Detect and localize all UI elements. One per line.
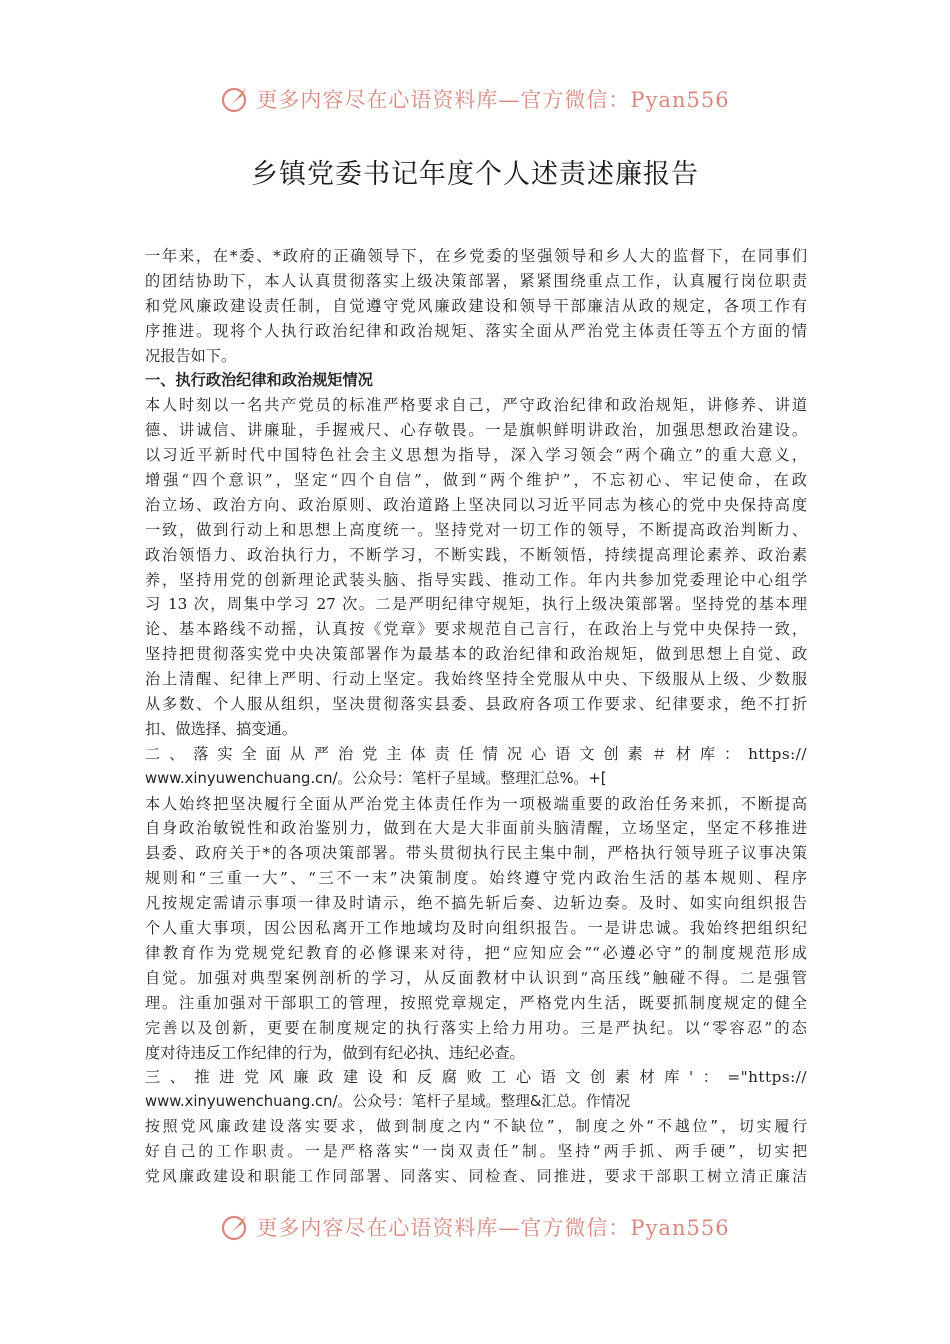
text-line: 和党风廉政建设责任制，自觉遵守党风廉政建设和领导干部廉洁从政的规定，各项工作有 <box>145 296 807 315</box>
text-line: 从多数、个人服从组织，坚决贯彻落实县委、县政府各项工作要求、纪律要求，绝不打折 <box>145 695 807 714</box>
quill-pen-logo <box>220 1212 250 1242</box>
text-line: 自身政治敏锐性和政治鉴别力，做到在大是大非面前头脑清醒，立场坚定，坚定不移推进 <box>145 819 807 838</box>
text-line: 按照党风廉政建设落实要求，做到制度之内“不缺位”，制度之外“不越位”，切实履行 <box>145 1118 807 1136</box>
text-line: 规则和“三重一大”、“三不一末”决策制度。始终遵守党内政治生活的基本规则、程序 <box>145 869 807 888</box>
text-line: 党风廉政建设和职能工作同部署、同落实、同检查、同推进，要求干部职工树立清正廉洁 <box>145 1167 807 1185</box>
text-line: 政治领悟力、政治执行力，不断学习，不断实践，不断领悟，持续提高理论素养、政治素 <box>145 545 807 564</box>
text-line: 德、讲诚信、讲廉耻，手握戒尺、心存敬畏。一是旗帜鲜明讲政治，加强思想政治建设。 <box>145 421 807 440</box>
text-line: 完善以及创新，更要在制度规定的执行落实上给力用功。三是严执纪。以“零容忍”的态 <box>145 1018 807 1037</box>
text-line: 扣、做选择、搞变通。 <box>145 719 297 738</box>
text-line: 治上清醒、纪律上严明、行动上坚定。我始终坚持全党服从中央、下级服从上级、少数服 <box>145 670 807 689</box>
text-line: 理。注重加强对干部职工的管理，按照党章规定，严格党内生活，既要抓制度规定的健全 <box>145 993 807 1012</box>
text-line: 一年来，在*委、*政府的正确领导下，在乡党委的坚强领导和乡人大的监督下，在同事们 <box>145 247 807 265</box>
text-line: 养，坚持用党的创新理论武装头脑、指导实践、推动工作。年内共参加党委理论中心组学 <box>145 570 807 589</box>
text-line: 增强“四个意识”，坚定“四个自信”，做到“两个维护”，不忘初心、牢记使命，在政 <box>145 471 807 490</box>
text-line: 本人时刻以一名共产党员的标准严格要求自己，严守政治纪律和政治规矩，讲修养、讲道 <box>145 396 807 415</box>
page-title: 乡镇党委书记年度个人述责述廉报告 <box>251 159 699 190</box>
text-line: 凡按规定需请示事项一律及时请示，绝不搞先斩后奏、边斩边奏。及时、如实向组织报告 <box>145 894 807 913</box>
text-line: 个人重大事项，因公因私离开工作地域均及时向组织报告。一是讲忠诚。我始终把组织纪 <box>145 919 807 938</box>
header-banner-text: 更多内容尽在心语资料库—官方微信：Pyan556 <box>256 88 730 112</box>
quill-pen-logo <box>220 84 250 114</box>
text-line: 度对待违反工作纪律的行为，做到有纪必执、违纪必查。 <box>145 1043 525 1062</box>
section-heading-1: 一、执行政治纪律和政治规矩情况 <box>145 371 373 390</box>
header-banner <box>0 84 950 114</box>
text-line: 律教育作为党规党纪教育的必修课来对待，把“应知应会”“必遵必守”的制度规范形成 <box>145 943 807 962</box>
text-line: 治立场、政治方向、政治原则、政治道路上坚决同以习近平同志为核心的党中央保持高度 <box>145 495 807 514</box>
text-line: 一致，做到行动上和思想上高度统一。坚持党对一切工作的领导，不断提高政治判断力、 <box>145 520 807 539</box>
text-line: 论、基本路线不动摇，认真按《党章》要求规范自己言行，在政治上与党中央保持一致， <box>145 620 807 639</box>
text-line: 县委、政府关于*的各项决策部署。带头贯彻执行民主集中制，严格执行领导班子议事决策 <box>145 844 807 863</box>
footer-banner <box>0 1212 950 1242</box>
text-line: 习 13 次，周集中学习 27 次。二是严明纪律守规矩，执行上级决策部署。坚持党的基本理 <box>145 595 807 614</box>
section-heading-3: 三、推进党风廉政建设和反腐败工心语文创素材库'：="https:// <box>145 1068 807 1087</box>
section-heading-2: 二、落实全面从严治党主体责任情况心语文创素＃材库：https:// <box>145 744 807 763</box>
text-line: 况报告如下。 <box>145 346 237 365</box>
text-line: www.xinyuwenchuang.cn/。公众号：笔杆子星域。整理&汇总。作情况 <box>145 1093 631 1111</box>
text-line: 的团结协助下，本人认真贯彻落实上级决策部署，紧紧围绕重点工作，认真履行岗位职责 <box>145 271 807 290</box>
footer-banner-text: 更多内容尽在心语资料库—官方微信：Pyan556 <box>256 1216 730 1240</box>
text-line: www.xinyuwenchuang.cn/。公众号：笔杆子星域。整理汇总%。+[ <box>145 769 607 787</box>
text-line: 自觉。加强对典型案例剖析的学习，从反面教材中认识到“高压线”触碰不得。二是强管 <box>145 968 807 987</box>
text-line: 以习近平新时代中国特色社会主义思想为指导，深入学习领会“两个确立”的重大意义， <box>145 446 807 465</box>
text-line: 序推进。现将个人执行政治纪律和政治规矩、落实全面从严治党主体责任等五个方面的情 <box>145 321 807 340</box>
text-line: 好自己的工作职责。一是严格落实“一岗双责任”制。坚持“两手抓、两手硬”，切实把 <box>145 1143 807 1161</box>
document-body <box>145 244 807 1190</box>
text-line: 本人始终把坚决履行全面从严治党主体责任作为一项极端重要的政治任务来抓，不断提高 <box>145 794 807 813</box>
text-line: 坚持把贯彻落实党中央决策部署作为最基本的政治纪律和政治规矩，做到思想上自觉、政 <box>145 645 807 664</box>
